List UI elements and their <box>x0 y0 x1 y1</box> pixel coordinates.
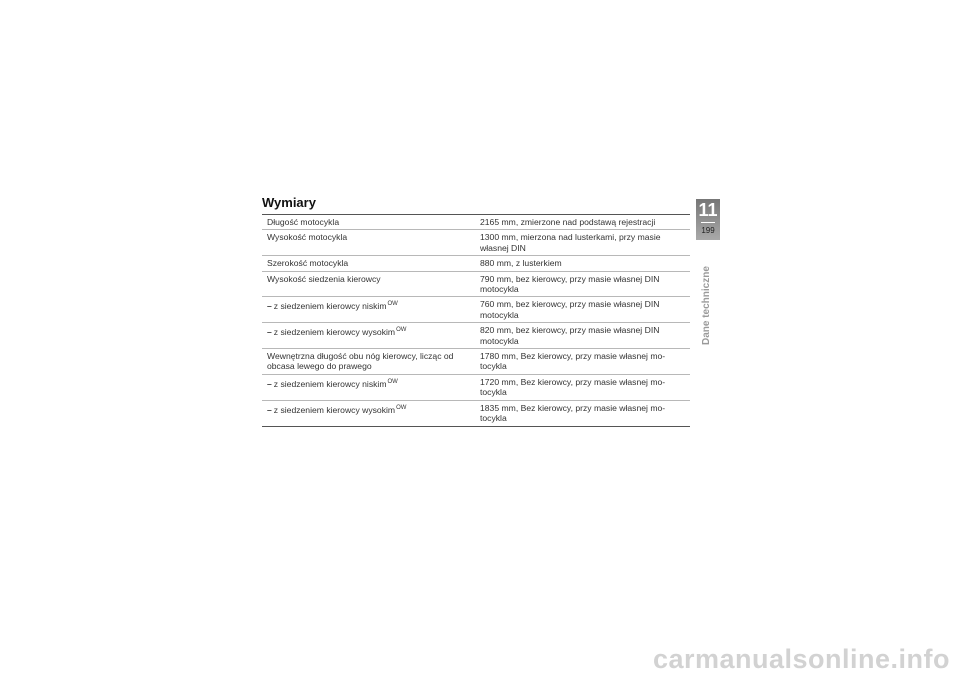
row-value: 2165 mm, zmierzone nad podstawą rejestracji <box>480 217 656 227</box>
row-value: 820 mm, bez kierowcy, przy masie własnej DIN motocykla <box>480 325 660 346</box>
dash-bullet: – <box>267 301 272 312</box>
row-label <box>262 297 475 322</box>
chapter-tab <box>696 199 720 240</box>
dimensions-table <box>262 214 690 427</box>
table-row <box>262 400 690 426</box>
optional-equipment-mark: OW <box>396 327 407 334</box>
row-label-text: z siedzeniem kierowcy wysokim <box>273 404 396 415</box>
row-label-text: z siedzeniem kierowcy wysokim <box>273 327 396 338</box>
row-label <box>262 323 475 348</box>
row-value: 1780 mm, Bez kierowcy, przy masie własnej mo-tocykla <box>480 351 666 372</box>
table-row <box>262 255 690 270</box>
section-title: Wymiary <box>262 195 316 210</box>
table-row <box>262 322 690 348</box>
table-row <box>262 271 690 297</box>
row-label-text: Wysokość motocykla <box>267 232 348 243</box>
dash-bullet: – <box>267 327 272 338</box>
chapter-title: Dane techniczne <box>701 266 712 345</box>
optional-equipment-mark: OW <box>396 404 407 411</box>
row-label <box>262 230 475 255</box>
optional-equipment-mark: OW <box>387 378 398 385</box>
row-label <box>262 375 475 400</box>
row-label-text: Długość motocykla <box>267 217 340 227</box>
optional-equipment-mark: OW <box>387 301 398 308</box>
table-row <box>262 215 690 229</box>
row-label <box>262 401 475 426</box>
row-value: 790 mm, bez kierowcy, przy masie własnej DIN motocykla <box>480 273 660 295</box>
table-row <box>262 296 690 322</box>
watermark: carmanualsonline.info <box>652 644 950 674</box>
row-value: 1300 mm, mierzona nad lusterkami, przy masie własnej DIN <box>480 232 661 253</box>
table-row <box>262 229 690 255</box>
table-row <box>262 374 690 400</box>
chapter-divider <box>701 222 715 223</box>
row-value: 1835 mm, Bez kierowcy, przy masie własnej mo-tocykla <box>480 402 666 424</box>
row-value: 1720 mm, Bez kierowcy, przy masie własnej mo-tocykla <box>480 376 666 398</box>
dash-bullet: – <box>267 404 272 415</box>
row-label-text: z siedzeniem kierowcy niskim <box>273 301 387 312</box>
page-number: 199 <box>701 226 715 235</box>
row-label <box>262 272 475 297</box>
row-label-text: Wysokość siedzenia kierowcy <box>267 273 381 284</box>
table-row <box>262 348 690 374</box>
row-value: 760 mm, bez kierowcy, przy masie własnej DIN motocykla <box>480 299 660 320</box>
row-label <box>262 349 475 374</box>
chapter-number: 11 <box>698 200 718 220</box>
row-label-text: z siedzeniem kierowcy niskim <box>273 378 387 389</box>
row-label <box>262 256 475 270</box>
row-label-text: Wewnętrzna długość obu nóg kierowcy, licząc od obcasa lewego do prawego <box>267 351 454 372</box>
dash-bullet: – <box>267 378 272 389</box>
row-label-text: Szerokość motocykla <box>267 258 349 269</box>
row-label <box>262 215 475 229</box>
row-value: 880 mm, z lusterkiem <box>480 258 562 269</box>
